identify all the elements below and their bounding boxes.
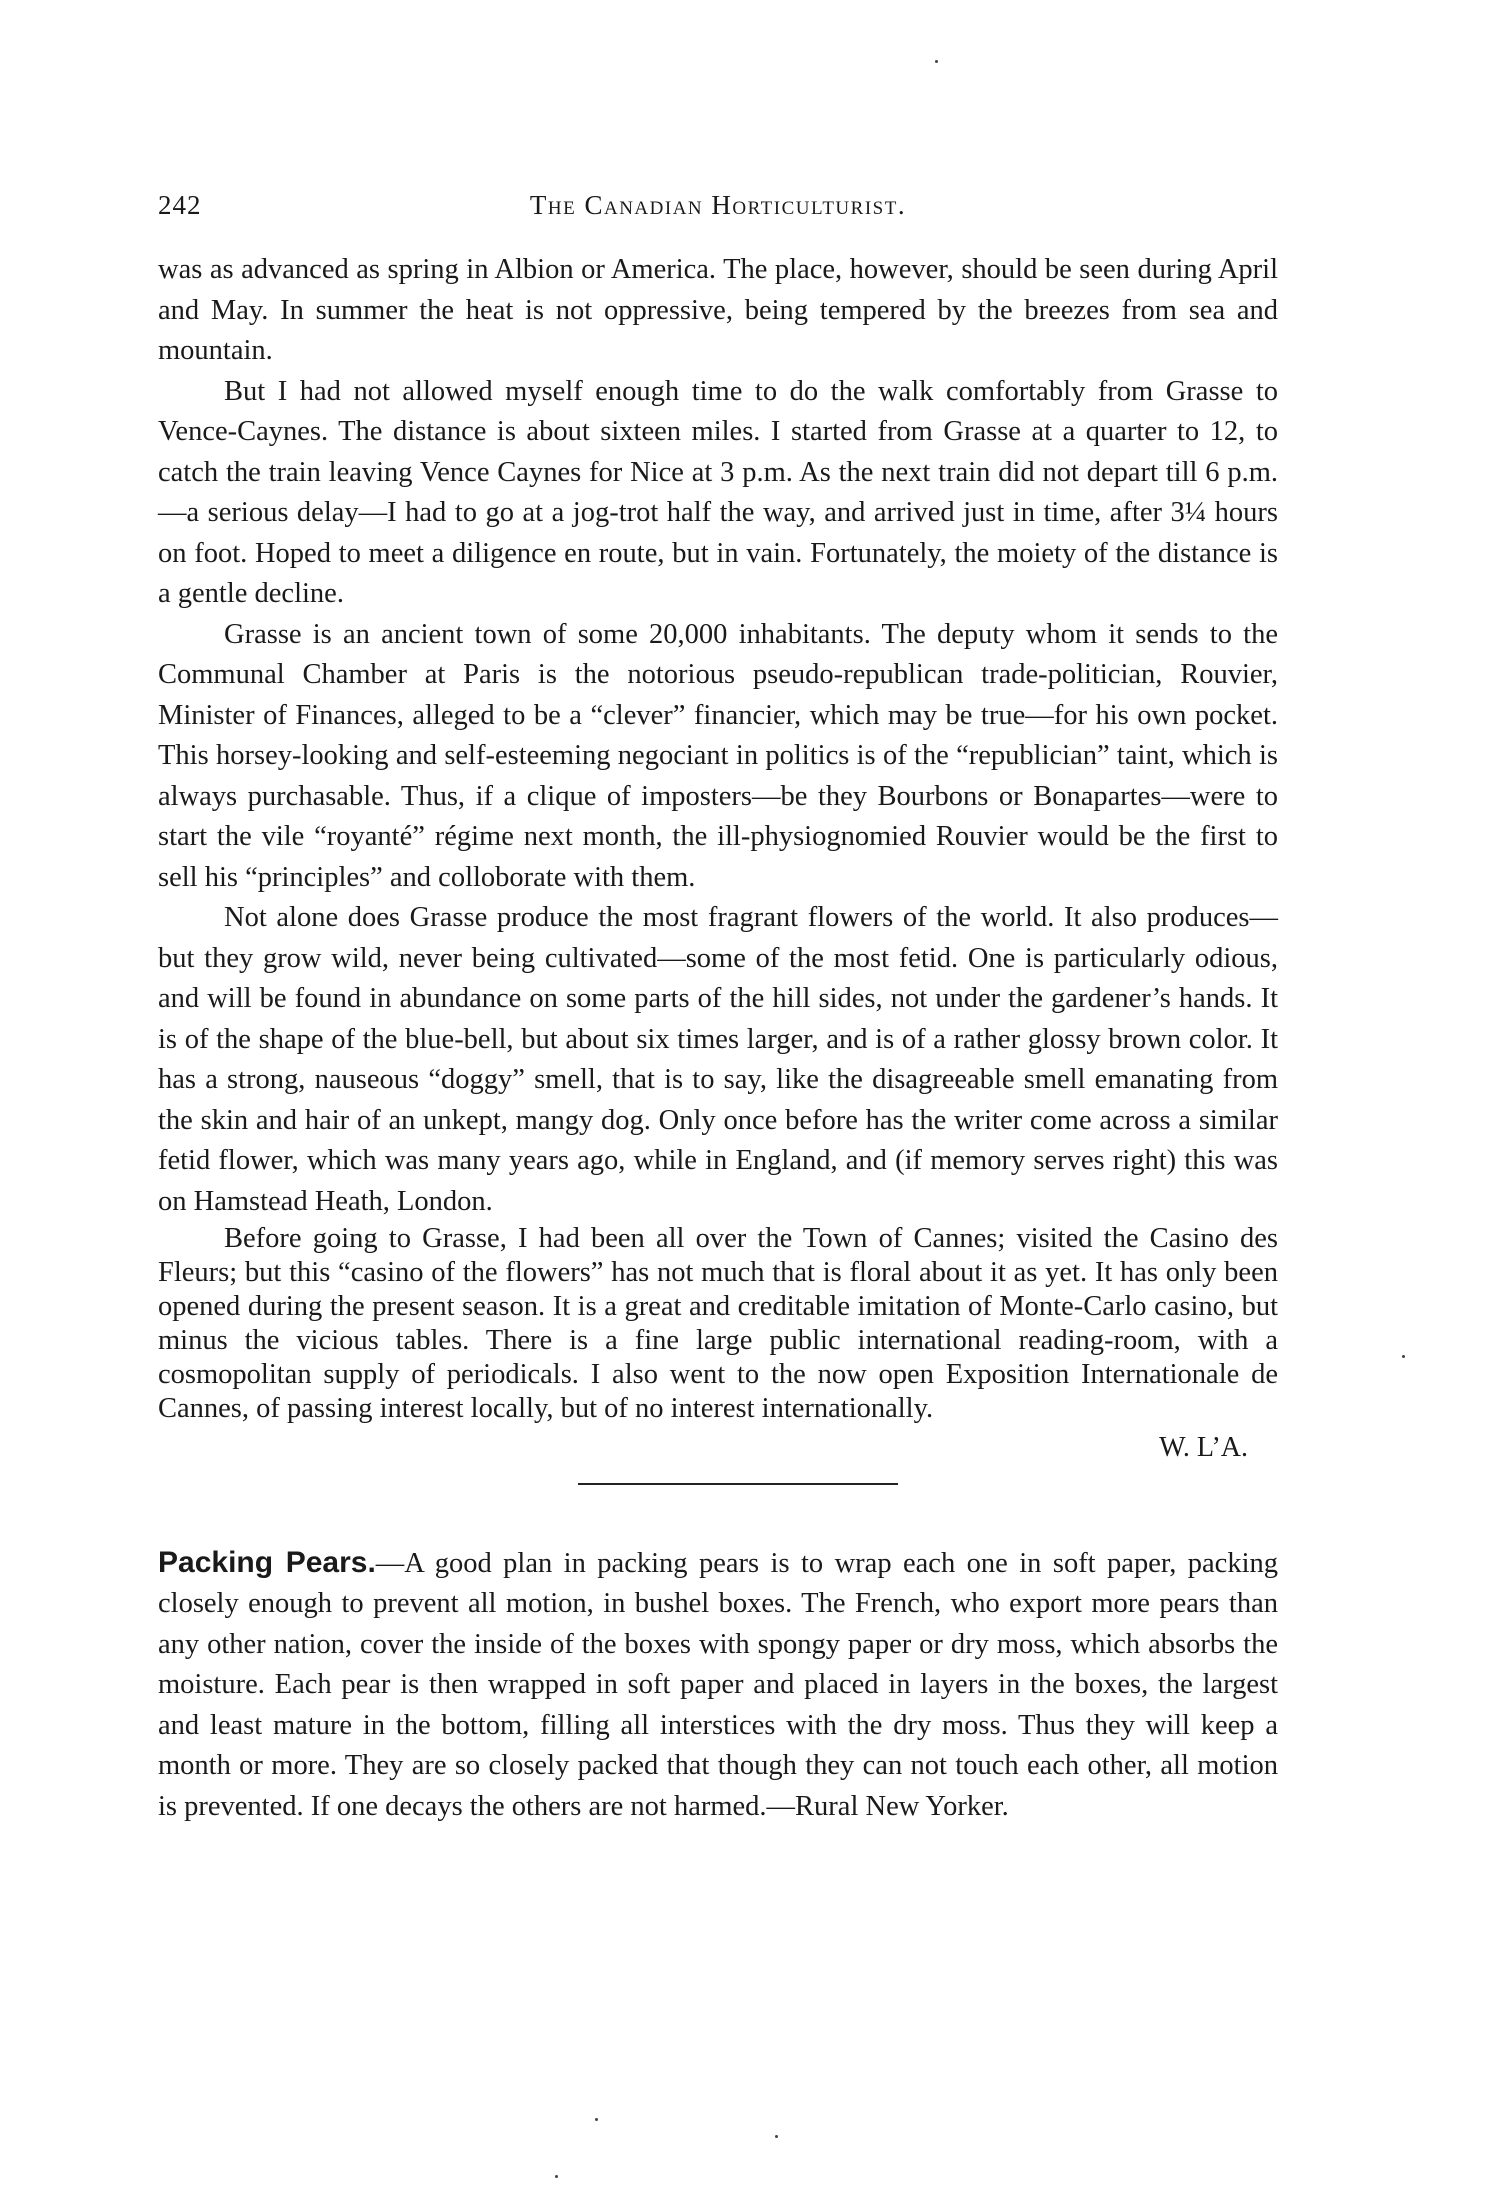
print-speck	[935, 60, 938, 63]
print-speck	[775, 2135, 778, 2138]
page-body	[158, 250, 1278, 1827]
section-divider	[578, 1483, 898, 1485]
running-title: The Canadian Horticulturist.	[529, 190, 907, 220]
print-speck	[1402, 1355, 1405, 1358]
print-speck	[595, 2118, 598, 2121]
article2-title: Packing Pears.	[158, 1545, 376, 1579]
article1-paragraph-3: Grasse is an ancient town of some 20,000 inhabitants. The deputy whom it sends to the Communal Chamber at Paris is the notorious pseudo-republican trade-politician, Rouvier, Minister of Finances, alleged to be a “clever” financier, which may be true—for his own pocket. This horsey-looking and self-esteeming negociant in politics is of the “republician” taint, which is always purchasable. Thus, if a clique of imposters—be they Bourbons or Bonapartes—were to start the vile “royanté” régime next month, the ill-physiognomied Rouvier would be the first to sell his “principles” and colloborate with them.	[158, 618, 1278, 893]
article1-paragraph-5: Before going to Grasse, I had been all over the Town of Cannes; visited the Casino des Fleurs; but this “casino of the flowers” has not much that is floral about it as yet. It has only been opened during the present season. It is a great and creditable imitation of Monte-Carlo casino, but minus the vicious tables. There is a fine large public international reading-room, with a cosmopolitan supply of periodicals. I also went to the now open Exposition Internationale de Cannes, of passing interest locally, but of no interest internationally.	[158, 1223, 1278, 1424]
article-packing-pears	[158, 1543, 1278, 1828]
article2-text-part-1: —A good plan in packing pears is to wrap each one in soft paper, packing closely enough to prevent all motion, in bushel boxes. The French, who export more pears than any other nation, cover the inside of the boxes with spongy paper or dry moss, which absorbs the moisture.	[158, 1547, 1278, 1700]
article-signature: W. L’A.	[1159, 1432, 1248, 1463]
article1-paragraph-1: was as advanced as spring in Albion or America. The place, however, should be seen during April and May. In summer the heat is not oppressive, being tempered by the breezes from sea and mountain.	[158, 254, 1278, 366]
print-speck	[555, 2175, 558, 2178]
article1-paragraph-2: But I had not allowed myself enough time to do the walk comfortably from Grasse to Vence-Caynes. The distance is about sixteen miles. I started from Grasse at a quarter to 12, to catch the train leaving Vence Caynes for Nice at 3 p.m. As the next train did not depart till 6 p.m.—a serious delay—I had to go at a jog-trot half the way, and arrived just in time, after 3¼ hours on foot. Hoped to meet a diligence en route, but in vain. Fortunately, the moiety of the distance is a gentle decline.	[158, 375, 1278, 609]
page-header	[158, 190, 1278, 230]
article2-text-part-2: Each pear is then wrapped in soft paper and placed in layers in the boxes, the largest and least mature in the bottom, filling all interstices with the dry moss. Thus they will keep a month or more. They are so closely packed that though they can not touch each other, all motion is prevented. If one decays the others are not harmed.—Rural New Yorker.	[158, 1669, 1279, 1822]
page-number: 242	[158, 190, 202, 220]
article1-paragraph-4: Not alone does Grasse produce the most fragrant flowers of the world. It also produces—but they grow wild, never being cultivated—some of the most fetid. One is particularly odious, and will be found in abundance on some parts of the hill sides, not under the gardener’s hands. It is of the shape of the blue-bell, but about six times larger, and is of a rather glossy brown color. It has a strong, nauseous “doggy” smell, that is to say, like the disagreeable smell emanating from the skin and hair of an unkept, mangy dog. Only once before has the writer come across a similar fetid flower, which was many years ago, while in England, and (if memory serves right) this was on Hamstead Heath, London.	[158, 902, 1278, 1217]
